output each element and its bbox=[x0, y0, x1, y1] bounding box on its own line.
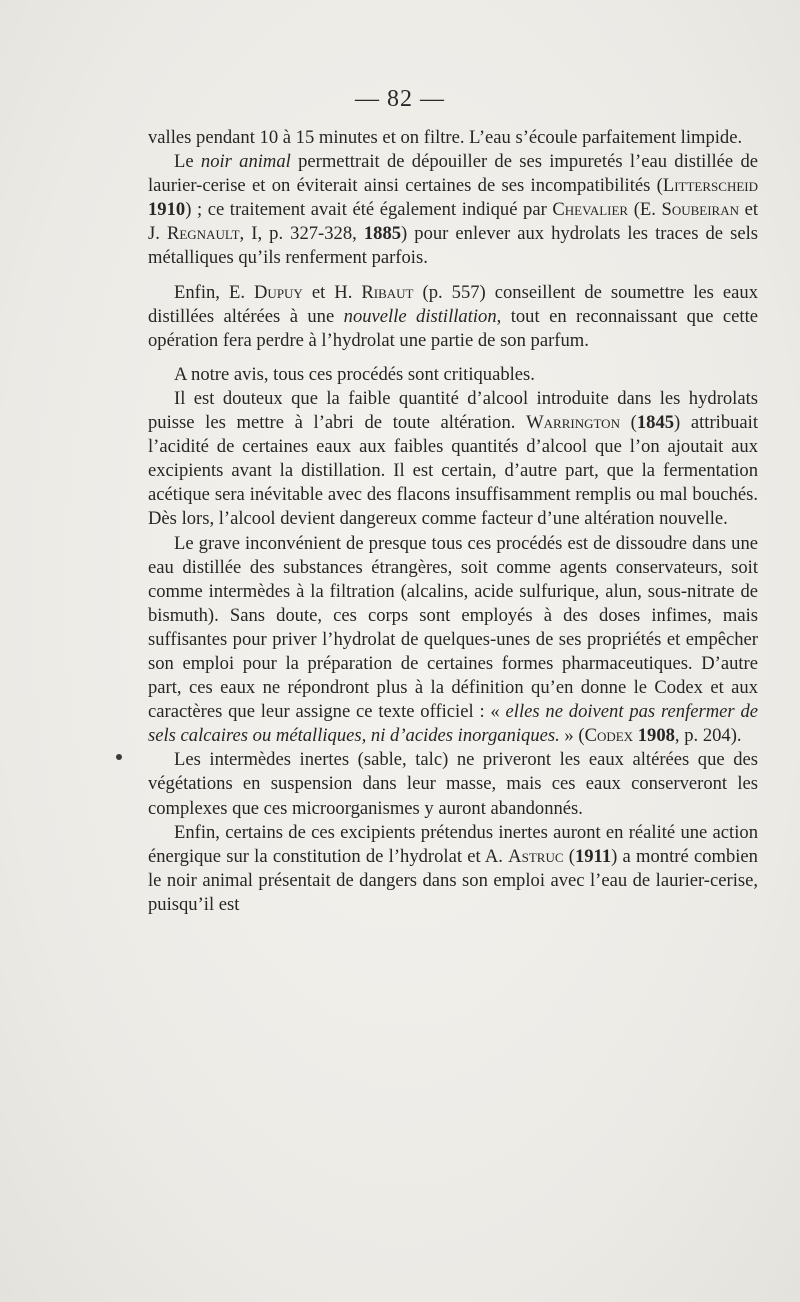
text-run: Le grave inconvénient de presque tous ces procédés est de dissoudre dans une eau distillée des substances étrangères, soit comme agents conservateurs, soit comme intermèdes à la filtration (alcalins, acide sulfurique, alun, sous-nitrate de bismuth). Sans doute, ces corps sont employés à des doses infimes, mais suffisantes pour priver l’hydrolat de quelques-unes de ses propriétés et empêcher son emploi pour la préparation de certaines formes pharmaceutiques. D’autre part, ces eaux ne répondront plus à la définition qu’en donne le Codex et aux caractères que leur assigne ce texte officiel : « bbox=[148, 532, 758, 723]
author-name: Astruc bbox=[508, 845, 564, 867]
text-run: Les intermèdes inertes (sable, talc) ne priveront les eaux altérées que des végétations en suspension dans leur masse, mais ces eaux conserveront les complexes que ces microorganismes y auront abandonnés. bbox=[148, 749, 758, 819]
author-name: Ribaut bbox=[361, 281, 414, 303]
text-run: ) ; ce traitement avait été également indiqué par bbox=[185, 199, 553, 221]
text-run: et H. bbox=[302, 281, 362, 303]
text-run: ) pour enlever aux hydrolats les traces de sels métalliques qu’ils renferment parfois. bbox=[148, 223, 758, 269]
year-ref: 1885 bbox=[363, 223, 402, 245]
text-run: Enfin, E. bbox=[174, 281, 254, 303]
text-run: ( bbox=[619, 412, 637, 434]
author-name: Codex bbox=[584, 725, 634, 747]
text-run: , p. 204). bbox=[674, 725, 742, 747]
margin-dot-mark bbox=[116, 754, 122, 760]
author-name: Dupuy bbox=[254, 281, 303, 303]
year-ref: 1910 bbox=[148, 199, 186, 221]
text-run: ) a montré combien le noir animal présentait de dangers dans son emploi avec l’eau de laurier-cerise, puisqu’il est bbox=[148, 845, 758, 915]
text-run: , tout en reconnaissant que cette opération fera perdre à l’hydrolat une partie de son parfum. bbox=[148, 305, 759, 351]
text-run: , I, p. 327-328, bbox=[239, 223, 364, 245]
page-number: — 82 — bbox=[355, 86, 445, 112]
author-name: Chevalier bbox=[552, 199, 629, 221]
paragraph-p5 bbox=[148, 387, 758, 532]
emphasis-text: nouvelle distillation bbox=[343, 305, 497, 327]
paragraph-p6 bbox=[148, 532, 758, 749]
paragraph-p3 bbox=[148, 281, 758, 353]
author-name: Warrington bbox=[526, 412, 620, 434]
author-name: Regnault bbox=[166, 223, 240, 245]
paragraph-p1 bbox=[148, 126, 758, 150]
paragraph-p4 bbox=[148, 363, 758, 387]
author-name: Litterscheid bbox=[662, 175, 758, 197]
text-run: (p. 557) conseillent de soumettre les eaux distillées altérées à une bbox=[148, 281, 758, 327]
year-ref: 1908 bbox=[637, 725, 675, 747]
text-run: permettrait de dépouiller de ses impuretés l’eau distillée de laurier-cerise et on éviterait ainsi certaines de ses incompatibilités ( bbox=[148, 151, 758, 197]
text-run: ( bbox=[563, 845, 575, 867]
emphasis-text: noir animal bbox=[200, 151, 291, 173]
text-run: » ( bbox=[559, 725, 585, 747]
text-run: valles pendant 10 à 15 minutes et on filtre. L’eau s’écoule parfaitement limpide. bbox=[148, 127, 743, 148]
text-run: Enfin, certains de ces excipients prétendus inertes auront en réalité une action énergique sur la constitution de l’hydrolat et A. bbox=[148, 821, 758, 867]
paragraph-p7 bbox=[148, 748, 758, 820]
body-text bbox=[148, 126, 758, 917]
text-run: (E. bbox=[628, 199, 662, 221]
text-run: Il est douteux que la faible quantité d’alcool introduite dans les hydrolats puisse les mettre à l’abri de toute altération. bbox=[148, 387, 758, 434]
emphasis-text: elles ne doivent pas renfermer de sels calcaires ou métalliques, ni d’acides inorganiques. bbox=[148, 701, 758, 747]
author-name: Soubeiran bbox=[661, 199, 739, 221]
year-ref: 1911 bbox=[574, 845, 612, 867]
text-run: et J. bbox=[148, 199, 759, 245]
text-run: Le bbox=[174, 151, 201, 173]
text-run: A notre avis, tous ces procédés sont critiquables. bbox=[174, 363, 535, 385]
text-run: ) attribuait l’acidité de certaines eaux aux faibles quantités d’alcool que l’on ajoutait aux excipients avant la distillation. Il est certain, d’autre part, que la fermentation acétique sera inévitable avec des flacons insuffisamment remplis ou mal bouchés. Dès lors, l’alcool devient dangereux comme facteur d’une altération nouvelle. bbox=[148, 412, 759, 530]
paragraph-p2 bbox=[148, 150, 758, 270]
year-ref: 1845 bbox=[636, 412, 675, 434]
paragraph-p8 bbox=[148, 821, 758, 917]
